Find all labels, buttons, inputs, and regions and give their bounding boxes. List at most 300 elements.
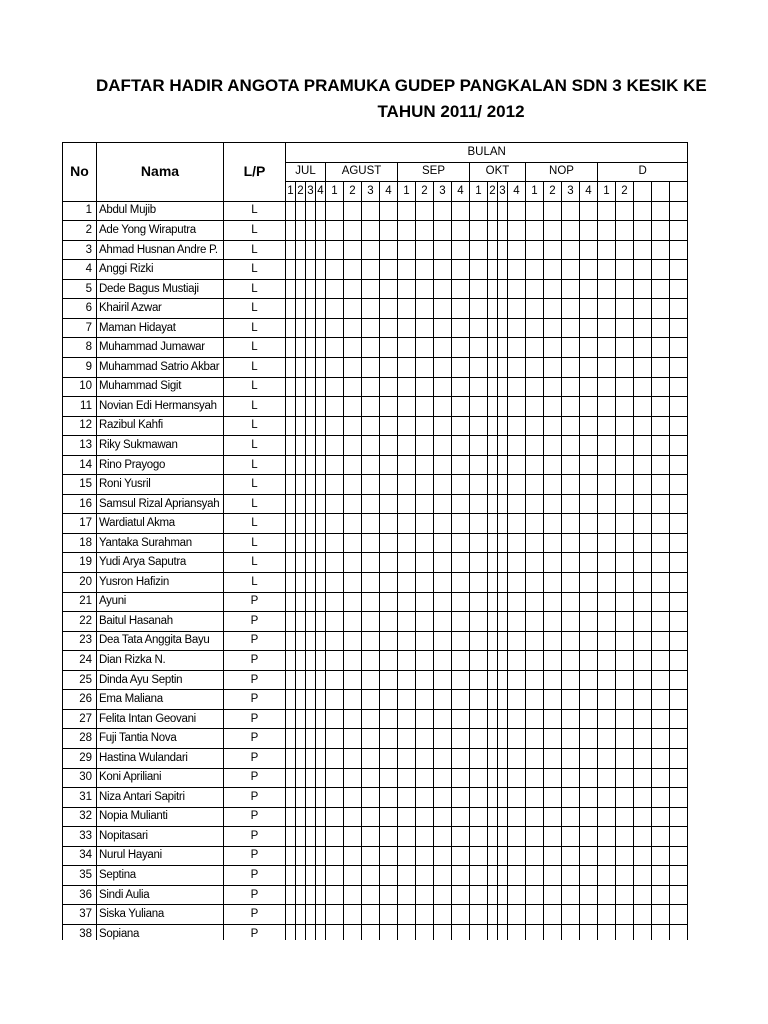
- attendance-cell[interactable]: [580, 651, 598, 671]
- attendance-cell[interactable]: [296, 768, 306, 788]
- attendance-cell[interactable]: [670, 573, 688, 593]
- attendance-cell[interactable]: [380, 807, 398, 827]
- attendance-cell[interactable]: [316, 338, 326, 358]
- attendance-cell[interactable]: [508, 729, 526, 749]
- attendance-cell[interactable]: [488, 670, 498, 690]
- attendance-cell[interactable]: [326, 866, 344, 886]
- attendance-cell[interactable]: [598, 494, 616, 514]
- attendance-cell[interactable]: [434, 514, 452, 534]
- attendance-cell[interactable]: [526, 924, 544, 940]
- attendance-cell[interactable]: [316, 651, 326, 671]
- attendance-cell[interactable]: [498, 807, 508, 827]
- attendance-cell[interactable]: [344, 709, 362, 729]
- attendance-cell[interactable]: [670, 475, 688, 495]
- attendance-cell[interactable]: [286, 709, 296, 729]
- attendance-cell[interactable]: [598, 612, 616, 632]
- attendance-cell[interactable]: [652, 592, 670, 612]
- attendance-cell[interactable]: [634, 866, 652, 886]
- attendance-cell[interactable]: [326, 924, 344, 940]
- attendance-cell[interactable]: [306, 651, 316, 671]
- attendance-cell[interactable]: [580, 514, 598, 534]
- attendance-cell[interactable]: [652, 397, 670, 417]
- attendance-cell[interactable]: [488, 788, 498, 808]
- attendance-cell[interactable]: [498, 553, 508, 573]
- attendance-cell[interactable]: [434, 533, 452, 553]
- attendance-cell[interactable]: [526, 905, 544, 925]
- attendance-cell[interactable]: [416, 729, 434, 749]
- attendance-cell[interactable]: [344, 670, 362, 690]
- attendance-cell[interactable]: [634, 631, 652, 651]
- attendance-cell[interactable]: [362, 788, 380, 808]
- attendance-cell[interactable]: [416, 553, 434, 573]
- attendance-cell[interactable]: [508, 846, 526, 866]
- attendance-cell[interactable]: [580, 475, 598, 495]
- attendance-cell[interactable]: [580, 416, 598, 436]
- attendance-cell[interactable]: [296, 553, 306, 573]
- attendance-cell[interactable]: [398, 866, 416, 886]
- attendance-cell[interactable]: [544, 494, 562, 514]
- attendance-cell[interactable]: [434, 358, 452, 378]
- attendance-cell[interactable]: [598, 924, 616, 940]
- attendance-cell[interactable]: [652, 318, 670, 338]
- attendance-cell[interactable]: [380, 729, 398, 749]
- attendance-cell[interactable]: [380, 827, 398, 847]
- attendance-cell[interactable]: [380, 592, 398, 612]
- attendance-cell[interactable]: [306, 573, 316, 593]
- attendance-cell[interactable]: [362, 514, 380, 534]
- attendance-cell[interactable]: [526, 358, 544, 378]
- attendance-cell[interactable]: [326, 514, 344, 534]
- attendance-cell[interactable]: [470, 748, 488, 768]
- attendance-cell[interactable]: [562, 768, 580, 788]
- attendance-cell[interactable]: [380, 455, 398, 475]
- attendance-cell[interactable]: [598, 748, 616, 768]
- attendance-cell[interactable]: [434, 866, 452, 886]
- attendance-cell[interactable]: [562, 475, 580, 495]
- attendance-cell[interactable]: [634, 729, 652, 749]
- attendance-cell[interactable]: [286, 377, 296, 397]
- attendance-cell[interactable]: [616, 592, 634, 612]
- attendance-cell[interactable]: [562, 279, 580, 299]
- attendance-cell[interactable]: [634, 240, 652, 260]
- attendance-cell[interactable]: [616, 260, 634, 280]
- attendance-cell[interactable]: [380, 260, 398, 280]
- attendance-cell[interactable]: [580, 260, 598, 280]
- attendance-cell[interactable]: [580, 709, 598, 729]
- attendance-cell[interactable]: [362, 612, 380, 632]
- attendance-cell[interactable]: [562, 885, 580, 905]
- attendance-cell[interactable]: [526, 318, 544, 338]
- attendance-cell[interactable]: [652, 729, 670, 749]
- attendance-cell[interactable]: [598, 533, 616, 553]
- attendance-cell[interactable]: [598, 240, 616, 260]
- attendance-cell[interactable]: [526, 299, 544, 319]
- attendance-cell[interactable]: [488, 475, 498, 495]
- attendance-cell[interactable]: [306, 455, 316, 475]
- attendance-cell[interactable]: [526, 846, 544, 866]
- attendance-cell[interactable]: [670, 729, 688, 749]
- attendance-cell[interactable]: [562, 533, 580, 553]
- attendance-cell[interactable]: [598, 827, 616, 847]
- attendance-cell[interactable]: [562, 553, 580, 573]
- attendance-cell[interactable]: [652, 788, 670, 808]
- attendance-cell[interactable]: [296, 494, 306, 514]
- attendance-cell[interactable]: [470, 827, 488, 847]
- attendance-cell[interactable]: [670, 201, 688, 221]
- attendance-cell[interactable]: [398, 729, 416, 749]
- attendance-cell[interactable]: [296, 358, 306, 378]
- attendance-cell[interactable]: [416, 416, 434, 436]
- attendance-cell[interactable]: [344, 299, 362, 319]
- attendance-cell[interactable]: [508, 788, 526, 808]
- attendance-cell[interactable]: [296, 827, 306, 847]
- attendance-cell[interactable]: [498, 397, 508, 417]
- attendance-cell[interactable]: [398, 768, 416, 788]
- attendance-cell[interactable]: [526, 592, 544, 612]
- attendance-cell[interactable]: [306, 866, 316, 886]
- attendance-cell[interactable]: [452, 866, 470, 886]
- attendance-cell[interactable]: [526, 553, 544, 573]
- attendance-cell[interactable]: [452, 631, 470, 651]
- attendance-cell[interactable]: [306, 905, 316, 925]
- attendance-cell[interactable]: [416, 279, 434, 299]
- attendance-cell[interactable]: [670, 494, 688, 514]
- attendance-cell[interactable]: [326, 592, 344, 612]
- attendance-cell[interactable]: [670, 377, 688, 397]
- attendance-cell[interactable]: [434, 201, 452, 221]
- attendance-cell[interactable]: [508, 338, 526, 358]
- attendance-cell[interactable]: [544, 221, 562, 241]
- attendance-cell[interactable]: [580, 240, 598, 260]
- attendance-cell[interactable]: [286, 553, 296, 573]
- attendance-cell[interactable]: [634, 651, 652, 671]
- attendance-cell[interactable]: [306, 553, 316, 573]
- attendance-cell[interactable]: [416, 768, 434, 788]
- attendance-cell[interactable]: [562, 651, 580, 671]
- attendance-cell[interactable]: [634, 416, 652, 436]
- attendance-cell[interactable]: [526, 573, 544, 593]
- attendance-cell[interactable]: [296, 260, 306, 280]
- attendance-cell[interactable]: [316, 748, 326, 768]
- attendance-cell[interactable]: [508, 924, 526, 940]
- attendance-cell[interactable]: [470, 318, 488, 338]
- attendance-cell[interactable]: [544, 201, 562, 221]
- attendance-cell[interactable]: [488, 436, 498, 456]
- attendance-cell[interactable]: [498, 299, 508, 319]
- attendance-cell[interactable]: [452, 260, 470, 280]
- attendance-cell[interactable]: [598, 475, 616, 495]
- attendance-cell[interactable]: [306, 612, 316, 632]
- attendance-cell[interactable]: [488, 338, 498, 358]
- attendance-cell[interactable]: [470, 807, 488, 827]
- attendance-cell[interactable]: [286, 240, 296, 260]
- attendance-cell[interactable]: [652, 612, 670, 632]
- attendance-cell[interactable]: [544, 690, 562, 710]
- attendance-cell[interactable]: [296, 885, 306, 905]
- attendance-cell[interactable]: [326, 533, 344, 553]
- attendance-cell[interactable]: [526, 279, 544, 299]
- attendance-cell[interactable]: [598, 338, 616, 358]
- attendance-cell[interactable]: [562, 670, 580, 690]
- attendance-cell[interactable]: [286, 866, 296, 886]
- attendance-cell[interactable]: [286, 788, 296, 808]
- attendance-cell[interactable]: [544, 553, 562, 573]
- attendance-cell[interactable]: [652, 670, 670, 690]
- attendance-cell[interactable]: [616, 612, 634, 632]
- attendance-cell[interactable]: [416, 318, 434, 338]
- attendance-cell[interactable]: [616, 690, 634, 710]
- attendance-cell[interactable]: [598, 709, 616, 729]
- attendance-cell[interactable]: [526, 788, 544, 808]
- attendance-cell[interactable]: [416, 748, 434, 768]
- attendance-cell[interactable]: [470, 514, 488, 534]
- attendance-cell[interactable]: [398, 533, 416, 553]
- attendance-cell[interactable]: [434, 885, 452, 905]
- attendance-cell[interactable]: [416, 514, 434, 534]
- attendance-cell[interactable]: [634, 377, 652, 397]
- attendance-cell[interactable]: [470, 768, 488, 788]
- attendance-cell[interactable]: [286, 846, 296, 866]
- attendance-cell[interactable]: [508, 377, 526, 397]
- attendance-cell[interactable]: [598, 377, 616, 397]
- attendance-cell[interactable]: [508, 260, 526, 280]
- attendance-cell[interactable]: [488, 279, 498, 299]
- attendance-cell[interactable]: [616, 221, 634, 241]
- attendance-cell[interactable]: [416, 299, 434, 319]
- attendance-cell[interactable]: [508, 651, 526, 671]
- attendance-cell[interactable]: [362, 455, 380, 475]
- attendance-cell[interactable]: [326, 397, 344, 417]
- attendance-cell[interactable]: [634, 455, 652, 475]
- attendance-cell[interactable]: [470, 455, 488, 475]
- attendance-cell[interactable]: [416, 475, 434, 495]
- attendance-cell[interactable]: [634, 924, 652, 940]
- attendance-cell[interactable]: [580, 631, 598, 651]
- attendance-cell[interactable]: [316, 768, 326, 788]
- attendance-cell[interactable]: [488, 631, 498, 651]
- attendance-cell[interactable]: [498, 827, 508, 847]
- attendance-cell[interactable]: [562, 846, 580, 866]
- attendance-cell[interactable]: [508, 358, 526, 378]
- attendance-cell[interactable]: [286, 436, 296, 456]
- attendance-cell[interactable]: [508, 827, 526, 847]
- attendance-cell[interactable]: [344, 729, 362, 749]
- attendance-cell[interactable]: [562, 416, 580, 436]
- attendance-cell[interactable]: [398, 924, 416, 940]
- attendance-cell[interactable]: [362, 748, 380, 768]
- attendance-cell[interactable]: [598, 788, 616, 808]
- attendance-cell[interactable]: [544, 866, 562, 886]
- attendance-cell[interactable]: [326, 299, 344, 319]
- attendance-cell[interactable]: [296, 592, 306, 612]
- attendance-cell[interactable]: [380, 846, 398, 866]
- attendance-cell[interactable]: [488, 494, 498, 514]
- attendance-cell[interactable]: [634, 299, 652, 319]
- attendance-cell[interactable]: [526, 475, 544, 495]
- attendance-cell[interactable]: [398, 807, 416, 827]
- attendance-cell[interactable]: [526, 690, 544, 710]
- attendance-cell[interactable]: [580, 358, 598, 378]
- attendance-cell[interactable]: [634, 748, 652, 768]
- attendance-cell[interactable]: [488, 201, 498, 221]
- attendance-cell[interactable]: [544, 240, 562, 260]
- attendance-cell[interactable]: [580, 397, 598, 417]
- attendance-cell[interactable]: [670, 631, 688, 651]
- attendance-cell[interactable]: [508, 475, 526, 495]
- attendance-cell[interactable]: [670, 318, 688, 338]
- attendance-cell[interactable]: [634, 318, 652, 338]
- attendance-cell[interactable]: [508, 768, 526, 788]
- attendance-cell[interactable]: [526, 338, 544, 358]
- attendance-cell[interactable]: [434, 221, 452, 241]
- attendance-cell[interactable]: [286, 358, 296, 378]
- attendance-cell[interactable]: [326, 475, 344, 495]
- attendance-cell[interactable]: [286, 397, 296, 417]
- attendance-cell[interactable]: [452, 338, 470, 358]
- attendance-cell[interactable]: [652, 201, 670, 221]
- attendance-cell[interactable]: [316, 533, 326, 553]
- attendance-cell[interactable]: [488, 846, 498, 866]
- attendance-cell[interactable]: [670, 670, 688, 690]
- attendance-cell[interactable]: [326, 338, 344, 358]
- attendance-cell[interactable]: [470, 885, 488, 905]
- attendance-cell[interactable]: [598, 651, 616, 671]
- attendance-cell[interactable]: [498, 788, 508, 808]
- attendance-cell[interactable]: [488, 358, 498, 378]
- attendance-cell[interactable]: [470, 592, 488, 612]
- attendance-cell[interactable]: [306, 924, 316, 940]
- attendance-cell[interactable]: [416, 573, 434, 593]
- attendance-cell[interactable]: [616, 475, 634, 495]
- attendance-cell[interactable]: [316, 553, 326, 573]
- attendance-cell[interactable]: [580, 924, 598, 940]
- attendance-cell[interactable]: [398, 201, 416, 221]
- attendance-cell[interactable]: [544, 748, 562, 768]
- attendance-cell[interactable]: [562, 455, 580, 475]
- attendance-cell[interactable]: [580, 221, 598, 241]
- attendance-cell[interactable]: [526, 260, 544, 280]
- attendance-cell[interactable]: [434, 299, 452, 319]
- attendance-cell[interactable]: [316, 885, 326, 905]
- attendance-cell[interactable]: [544, 573, 562, 593]
- attendance-cell[interactable]: [670, 788, 688, 808]
- attendance-cell[interactable]: [598, 631, 616, 651]
- attendance-cell[interactable]: [616, 377, 634, 397]
- attendance-cell[interactable]: [316, 377, 326, 397]
- attendance-cell[interactable]: [616, 494, 634, 514]
- attendance-cell[interactable]: [452, 279, 470, 299]
- attendance-cell[interactable]: [398, 475, 416, 495]
- attendance-cell[interactable]: [544, 416, 562, 436]
- attendance-cell[interactable]: [508, 690, 526, 710]
- attendance-cell[interactable]: [398, 318, 416, 338]
- attendance-cell[interactable]: [498, 475, 508, 495]
- attendance-cell[interactable]: [544, 729, 562, 749]
- attendance-cell[interactable]: [508, 416, 526, 436]
- attendance-cell[interactable]: [398, 240, 416, 260]
- attendance-cell[interactable]: [380, 318, 398, 338]
- attendance-cell[interactable]: [562, 221, 580, 241]
- attendance-cell[interactable]: [286, 475, 296, 495]
- attendance-cell[interactable]: [526, 768, 544, 788]
- attendance-cell[interactable]: [498, 533, 508, 553]
- attendance-cell[interactable]: [652, 905, 670, 925]
- attendance-cell[interactable]: [434, 436, 452, 456]
- attendance-cell[interactable]: [488, 416, 498, 436]
- attendance-cell[interactable]: [434, 240, 452, 260]
- attendance-cell[interactable]: [526, 377, 544, 397]
- attendance-cell[interactable]: [488, 573, 498, 593]
- attendance-cell[interactable]: [598, 846, 616, 866]
- attendance-cell[interactable]: [380, 377, 398, 397]
- attendance-cell[interactable]: [296, 475, 306, 495]
- attendance-cell[interactable]: [616, 788, 634, 808]
- attendance-cell[interactable]: [344, 690, 362, 710]
- attendance-cell[interactable]: [652, 690, 670, 710]
- attendance-cell[interactable]: [562, 709, 580, 729]
- attendance-cell[interactable]: [416, 358, 434, 378]
- attendance-cell[interactable]: [670, 827, 688, 847]
- attendance-cell[interactable]: [326, 279, 344, 299]
- attendance-cell[interactable]: [652, 475, 670, 495]
- attendance-cell[interactable]: [380, 338, 398, 358]
- attendance-cell[interactable]: [362, 318, 380, 338]
- attendance-cell[interactable]: [434, 768, 452, 788]
- attendance-cell[interactable]: [488, 807, 498, 827]
- attendance-cell[interactable]: [306, 729, 316, 749]
- attendance-cell[interactable]: [652, 827, 670, 847]
- attendance-cell[interactable]: [398, 553, 416, 573]
- attendance-cell[interactable]: [470, 221, 488, 241]
- attendance-cell[interactable]: [306, 768, 316, 788]
- attendance-cell[interactable]: [434, 397, 452, 417]
- attendance-cell[interactable]: [452, 690, 470, 710]
- attendance-cell[interactable]: [362, 475, 380, 495]
- attendance-cell[interactable]: [562, 573, 580, 593]
- attendance-cell[interactable]: [526, 631, 544, 651]
- attendance-cell[interactable]: [508, 592, 526, 612]
- attendance-cell[interactable]: [488, 377, 498, 397]
- attendance-cell[interactable]: [652, 299, 670, 319]
- attendance-cell[interactable]: [580, 827, 598, 847]
- attendance-cell[interactable]: [362, 905, 380, 925]
- attendance-cell[interactable]: [562, 924, 580, 940]
- attendance-cell[interactable]: [526, 748, 544, 768]
- attendance-cell[interactable]: [598, 905, 616, 925]
- attendance-cell[interactable]: [544, 358, 562, 378]
- attendance-cell[interactable]: [470, 377, 488, 397]
- attendance-cell[interactable]: [488, 709, 498, 729]
- attendance-cell[interactable]: [416, 905, 434, 925]
- attendance-cell[interactable]: [544, 788, 562, 808]
- attendance-cell[interactable]: [416, 866, 434, 886]
- attendance-cell[interactable]: [544, 827, 562, 847]
- attendance-cell[interactable]: [362, 866, 380, 886]
- attendance-cell[interactable]: [344, 553, 362, 573]
- attendance-cell[interactable]: [344, 260, 362, 280]
- attendance-cell[interactable]: [326, 807, 344, 827]
- attendance-cell[interactable]: [580, 670, 598, 690]
- attendance-cell[interactable]: [434, 709, 452, 729]
- attendance-cell[interactable]: [398, 631, 416, 651]
- attendance-cell[interactable]: [580, 690, 598, 710]
- attendance-cell[interactable]: [362, 240, 380, 260]
- attendance-cell[interactable]: [508, 807, 526, 827]
- attendance-cell[interactable]: [452, 573, 470, 593]
- attendance-cell[interactable]: [316, 475, 326, 495]
- attendance-cell[interactable]: [598, 358, 616, 378]
- attendance-cell[interactable]: [362, 670, 380, 690]
